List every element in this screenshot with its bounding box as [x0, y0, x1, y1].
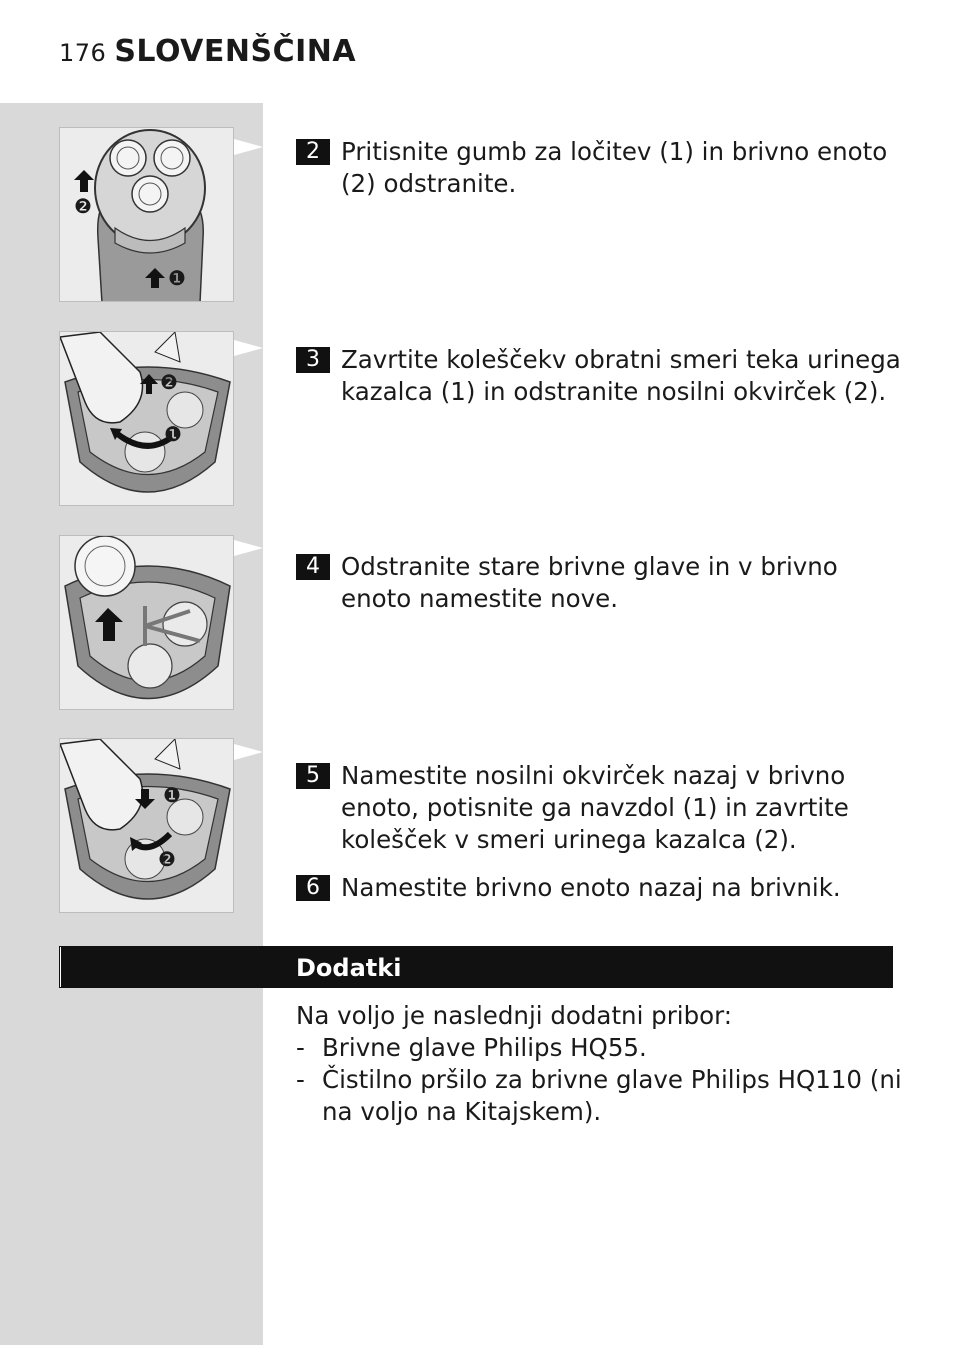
step-6: [296, 872, 906, 904]
figure-pointer: [234, 744, 263, 760]
figure-pointer: [234, 540, 263, 556]
section-title: Dodatki: [296, 954, 402, 982]
figure-remove-shaving-unit: [59, 127, 234, 302]
step-5: [296, 760, 906, 856]
figure-pointer: [234, 139, 263, 155]
step-text: Namestite nosilni okvirček nazaj v brivno enoto, potisnite ga navzdol (1) in zavrtite kolešček v smeri urinega kazalca (2).: [341, 761, 849, 854]
figure-replace-heads: [59, 535, 234, 710]
step-text: Zavrtite koleščekv obratni smeri teka urinega kazalca (1) in odstranite nosilni okvirček (2).: [341, 345, 901, 406]
accessories-intro: Na voljo je naslednji dodatni pribor:: [296, 1001, 733, 1030]
figure-rotate-wheel: [59, 331, 234, 506]
callout-2-icon: ❷: [158, 847, 176, 871]
step-text: Odstranite stare brivne glave in v brivno enoto namestite nove.: [341, 552, 838, 613]
step-2: [296, 136, 906, 200]
callout-1-icon: ❶: [163, 783, 181, 807]
list-item-text: Čistilno pršilo za brivne glave Philips HQ110 (ni na voljo na Kitajskem).: [322, 1065, 902, 1126]
step-number: 3: [296, 347, 330, 373]
bullet-dash: -: [296, 1033, 305, 1062]
section-header-bar: [59, 946, 893, 988]
list-item: [296, 1064, 906, 1128]
step-number: 2: [296, 139, 330, 165]
step-number: 6: [296, 875, 330, 901]
step-text: Namestite brivno enoto nazaj na brivnik.: [341, 873, 841, 902]
page-number: 176: [59, 39, 107, 67]
bullet-dash: -: [296, 1065, 305, 1094]
step-4: [296, 551, 906, 615]
list-item-text: Brivne glave Philips HQ55.: [322, 1033, 647, 1062]
callout-1-icon: ❶: [168, 266, 186, 290]
step-number: 4: [296, 554, 330, 580]
step-3: [296, 344, 906, 408]
callout-2-icon: ❷: [74, 194, 92, 218]
list-item: [296, 1032, 906, 1064]
figure-pointer: [234, 340, 263, 356]
accessories-content: [296, 1000, 906, 1128]
step-number: 5: [296, 763, 330, 789]
page-header: [59, 34, 356, 74]
language-title: SLOVENŠČINA: [114, 34, 357, 69]
step-text: Pritisnite gumb za ločitev (1) in brivno enoto (2) odstranite.: [341, 137, 888, 198]
callout-2-icon: ❷: [160, 370, 178, 394]
figure-reinsert-frame: [59, 738, 234, 913]
callout-1-icon: ❶: [164, 422, 182, 446]
